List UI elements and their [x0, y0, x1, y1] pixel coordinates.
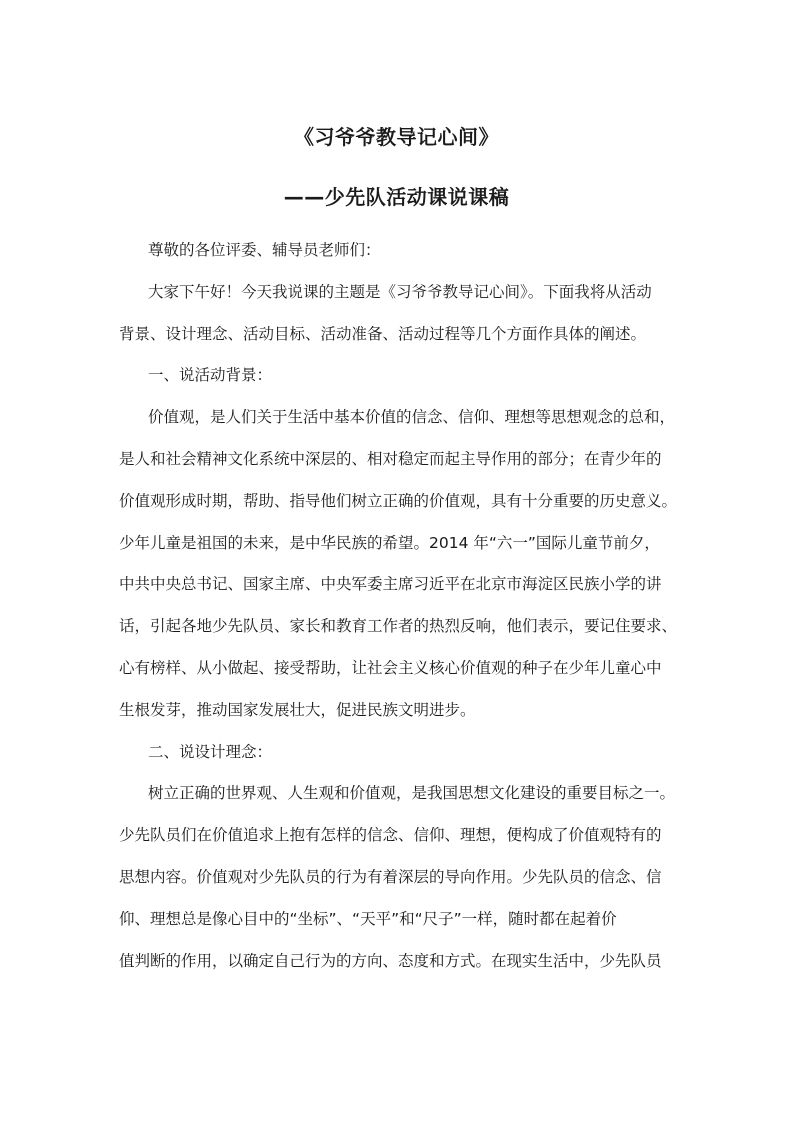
paragraph-line: 心有榜样、从小做起、接受帮助，让社会主义核心价值观的种子在少年儿童心中	[119, 658, 662, 677]
paragraph-line: 仰、理想总是像心目中的“坐标”、“天平”和“尺子”一样，随时都在起着价	[119, 909, 617, 928]
paragraph-line: 值判断的作用，以确定自己行为的方向、态度和方式。在现实生活中，少先队员	[119, 951, 662, 970]
paragraph-line: 背景、设计理念、活动目标、活动准备、活动过程等几个方面作具体的阐述。	[119, 324, 647, 343]
section-heading: 二、说设计理念：	[148, 742, 273, 761]
paragraph-line: 价值观，是人们关于生活中基本价值的信念、信仰、理想等思想观念的总和，	[148, 408, 676, 427]
paragraph-line: 思想内容。价值观对少先队员的行为有着深层的导向作用。少先队员的信念、信	[119, 867, 662, 886]
paragraph-line: 树立正确的世界观、人生观和价值观，是我国思想文化建设的重要目标之一。	[148, 784, 676, 803]
paragraph-line: 话，引起各地少先队员、家长和教育工作者的热烈反响，他们表示，要记住要求、	[119, 617, 678, 636]
document-body	[119, 240, 678, 992]
document-title: 《习爷爷教导记心间》	[294, 125, 499, 149]
section-heading: 一、说活动背景：	[148, 366, 273, 385]
paragraph-line: 尊敬的各位评委、辅导员老师们：	[148, 241, 381, 259]
paragraph-line: 大家下午好！今天我说课的主题是《习爷爷教导记心间》。下面我将从活动	[148, 282, 652, 301]
paragraph-line: 少年儿童是祖国的未来，是中华民族的希望。2014 年“六一”国际儿童节前夕，	[119, 533, 660, 552]
paragraph-line: 生根发芽，推动国家发展壮大，促进民族文明进步。	[119, 700, 476, 719]
paragraph-line: 中共中央总书记、国家主席、中央军委主席习近平在北京市海淀区民族小学的讲	[119, 575, 662, 594]
paragraph-line: 价值观形成时期，帮助、指导他们树立正确的价值观，具有十分重要的历史意义。	[119, 491, 678, 510]
document-subtitle: ——少先队活动课说课稿	[283, 185, 510, 209]
paragraph-line: 少先队员们在价值追求上抱有怎样的信念、信仰、理想，便构成了价值观特有的	[119, 826, 662, 845]
paragraph-line: 是人和社会精神文化系统中深层的、相对稳定而起主导作用的部分；在青少年的	[119, 449, 662, 468]
